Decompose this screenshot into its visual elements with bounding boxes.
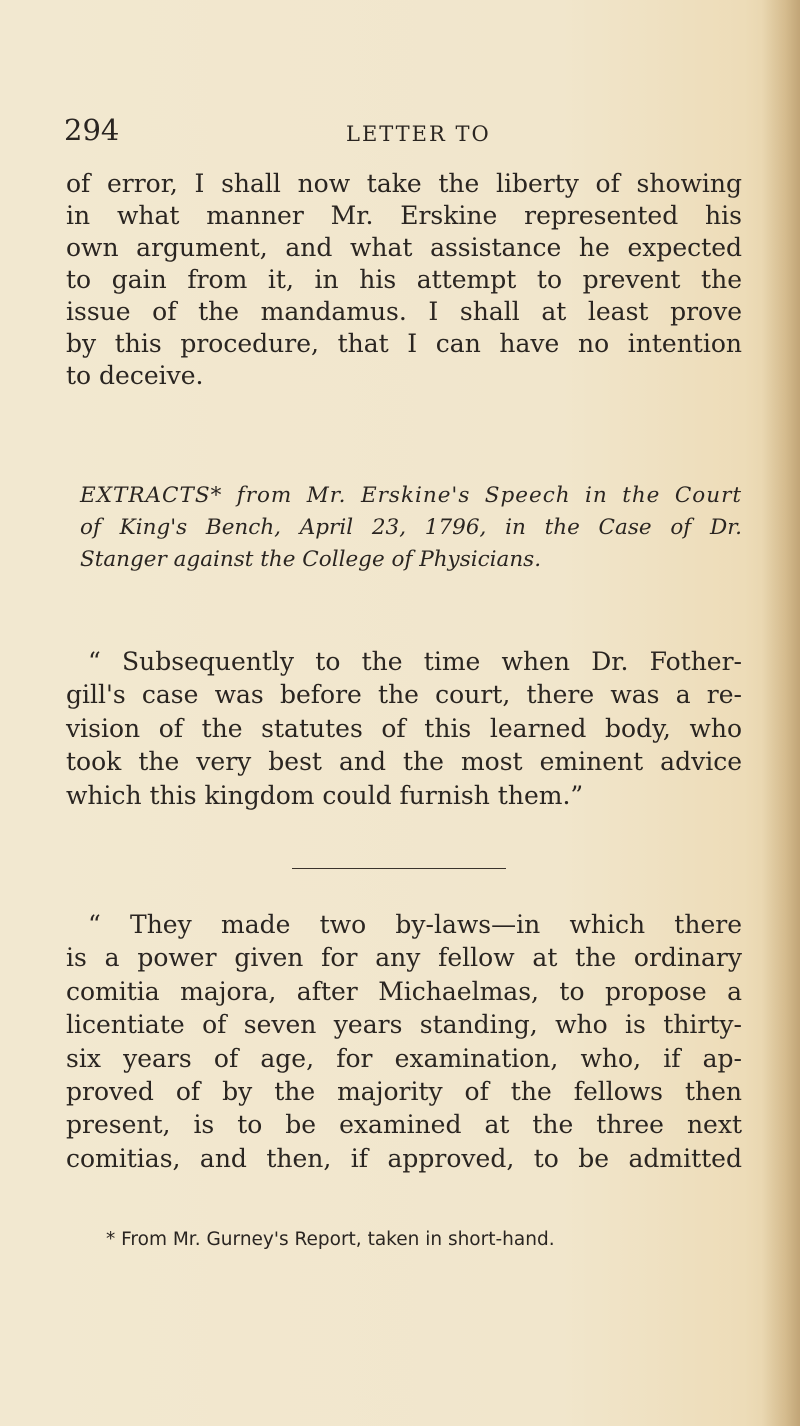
heading-line: of King's Bench, April 23, 1796, in the Case of Dr. — [80, 515, 742, 540]
text-line: vision of the statutes of this learned body, who — [66, 713, 742, 743]
text-line: to gain from it, in his attempt to prevent the — [66, 265, 742, 294]
text-line: of error, I shall now take the liberty of showing — [66, 169, 742, 198]
text-line: “ They made two by-laws—in which there — [88, 910, 742, 939]
text-line: in what manner Mr. Erskine represented his — [66, 201, 742, 230]
footnote: * From Mr. Gurney's Report, taken in short-hand. — [106, 1229, 555, 1250]
text-line: “ Subsequently to the time when Dr. Fother- — [88, 647, 742, 676]
page-number: 294 — [64, 113, 120, 147]
text-line: to deceive. — [66, 361, 204, 390]
quotation-paragraph-1 — [66, 645, 742, 812]
heading-line: EXTRACTS* from Mr. Erskine's Speech in the Court — [80, 483, 742, 508]
extracts-heading — [80, 480, 742, 576]
text-line: six years of age, for examination, who, if ap- — [66, 1043, 742, 1073]
text-line: comitias, and then, if approved, to be admitted — [66, 1143, 742, 1173]
text-line: own argument, and what assistance he expected — [66, 233, 742, 262]
text-line: by this procedure, that I can have no intention — [66, 329, 742, 358]
section-divider — [292, 868, 506, 869]
text-line: took the very best and the most eminent advice — [66, 747, 742, 777]
text-line: present, is to be examined at the three next — [66, 1110, 742, 1140]
quotation-paragraph-2 — [66, 908, 742, 1175]
page-edge-shadow — [762, 0, 800, 1426]
text-line: licentiate of seven years standing, who is thirty- — [66, 1010, 742, 1040]
text-line: issue of the mandamus. I shall at least prove — [66, 297, 742, 326]
running-head: LETTER TO — [346, 122, 491, 146]
text-line: is a power given for any fellow at the ordinary — [66, 943, 742, 973]
paragraph-intro — [66, 168, 742, 392]
text-line: proved of by the majority of the fellows then — [66, 1077, 742, 1107]
text-line: comitia majora, after Michaelmas, to propose a — [66, 976, 742, 1006]
heading-line: Stanger against the College of Physicians. — [80, 547, 542, 572]
text-line: gill's case was before the court, there was a re- — [66, 680, 742, 710]
text-line: which this kingdom could furnish them.” — [66, 780, 584, 810]
